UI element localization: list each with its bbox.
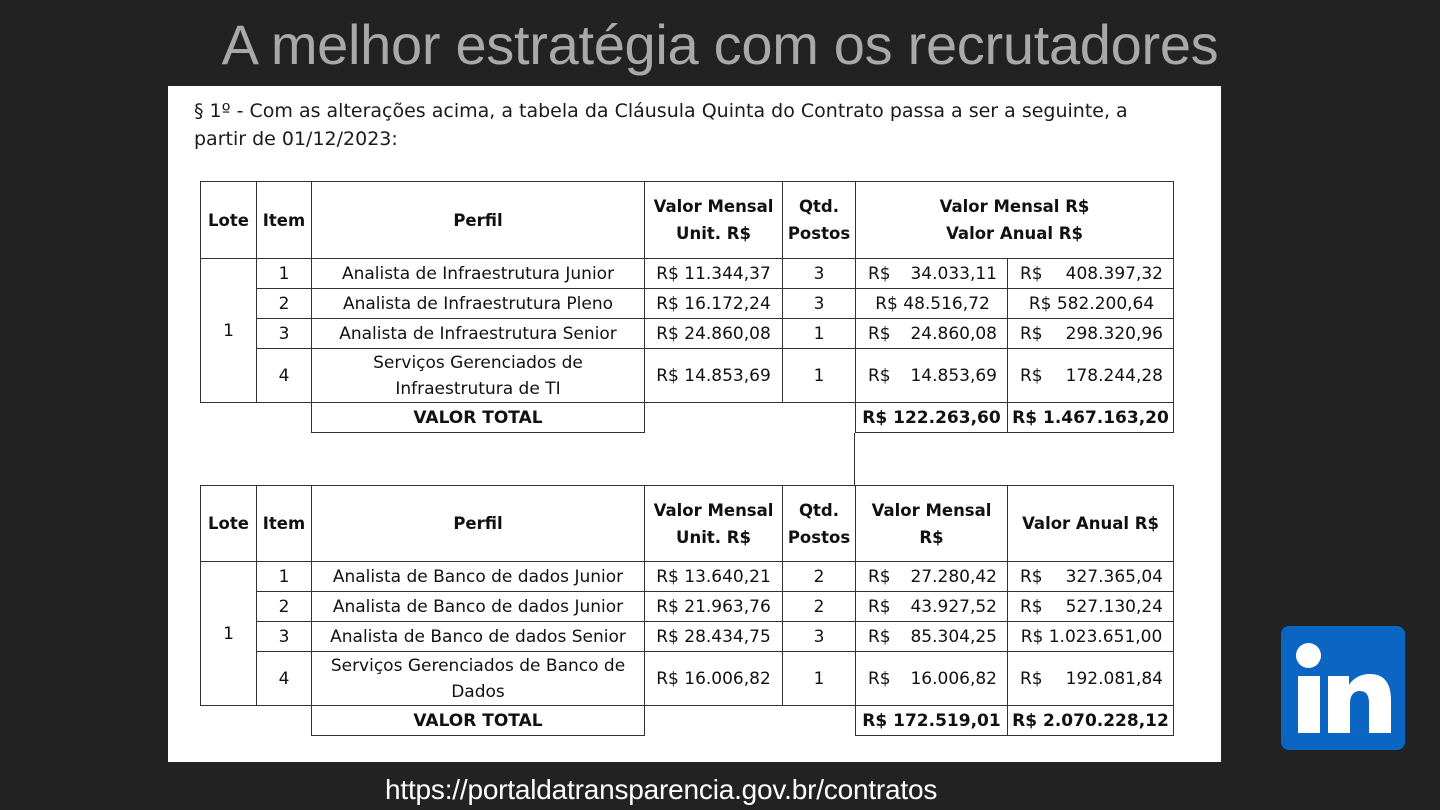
header-qtd-postos: Qtd. Postos [783,486,856,562]
perfil-cell: Serviços Gerenciados de Infraestrutura de TI [312,349,645,403]
qtd-cell: 3 [783,289,856,319]
qtd-cell: 1 [783,652,856,706]
qtd-cell: 3 [783,622,856,652]
header-lote: Lote [201,486,257,562]
monthly-value-cell: R$ 27.280,42 [856,562,1008,592]
table-row [201,349,1174,403]
unit-value-cell: R$ 16.172,24 [645,289,783,319]
qtd-cell: 1 [783,319,856,349]
header-item: Item [257,486,312,562]
annual-value-cell: R$ 178.244,28 [1008,349,1174,403]
qtd-cell: 2 [783,562,856,592]
contract-table-infra [200,181,1174,433]
contract-table-database [200,485,1174,736]
annual-value-cell: R$ 582.200,64 [1008,289,1174,319]
lote-cell: 1 [201,562,257,706]
unit-value-cell: R$ 21.963,76 [645,592,783,622]
header-item: Item [257,182,312,259]
header-lote: Lote [201,182,257,259]
monthly-value-cell: R$ 24.860,08 [856,319,1008,349]
header-qtd-postos: Qtd. Postos [783,182,856,259]
perfil-cell: Analista de Infraestrutura Junior [312,259,645,289]
header-valor-mensal: Valor Mensal R$ [856,486,1008,562]
perfil-cell: Analista de Infraestrutura Senior [312,319,645,349]
perfil-cell: Analista de Banco de dados Senior [312,622,645,652]
unit-value-cell: R$ 24.860,08 [645,319,783,349]
total-annual: R$ 1.467.163,20 [1008,403,1174,433]
header-perfil: Perfil [312,486,645,562]
table-header-row [201,182,1174,259]
annual-value-cell: R$ 408.397,32 [1008,259,1174,289]
monthly-value-cell: R$ 14.853,69 [856,349,1008,403]
total-annual: R$ 2.070.228,12 [1008,706,1174,736]
item-cell: 1 [257,562,312,592]
perfil-cell: Analista de Infraestrutura Pleno [312,289,645,319]
perfil-cell: Analista de Banco de dados Junior [312,592,645,622]
source-url: https://portaldatransparencia.gov.br/contratos [385,774,938,805]
total-monthly: R$ 172.519,01 [856,706,1008,736]
total-label: VALOR TOTAL [312,403,645,433]
unit-value-cell: R$ 16.006,82 [645,652,783,706]
header-perfil: Perfil [312,182,645,259]
monthly-value-cell: R$ 34.033,11 [856,259,1008,289]
linkedin-icon [1281,626,1405,750]
table-row [201,289,1174,319]
unit-value-cell: R$ 13.640,21 [645,562,783,592]
header-valor-mensal-unit: Valor Mensal Unit. R$ [645,486,783,562]
unit-value-cell: R$ 11.344,37 [645,259,783,289]
table-row [201,592,1174,622]
total-monthly: R$ 122.263,60 [856,403,1008,433]
item-cell: 2 [257,592,312,622]
table-header-row [201,486,1174,562]
header-valor-anual: Valor Anual R$ [1008,486,1174,562]
monthly-value-cell: R$ 48.516,72 [856,289,1008,319]
qtd-cell: 1 [783,349,856,403]
item-cell: 3 [257,319,312,349]
unit-value-cell: R$ 14.853,69 [645,349,783,403]
item-cell: 4 [257,349,312,403]
slide-title: A melhor estratégia com os recrutadores [221,13,1219,76]
document-intro: § 1º - Com as alterações acima, a tabela da Cláusula Quinta do Contrato passa a ser a seguinte, a partir de 01/12/2023: [194,100,1128,150]
header-valor-mensal-unit: Valor Mensal Unit. R$ [645,182,783,259]
item-cell: 4 [257,652,312,706]
item-cell: 2 [257,289,312,319]
unit-value-cell: R$ 28.434,75 [645,622,783,652]
qtd-cell: 2 [783,592,856,622]
table-row [201,259,1174,289]
monthly-value-cell: R$ 85.304,25 [856,622,1008,652]
total-row [201,403,1174,433]
annual-value-cell: R$ 192.081,84 [1008,652,1174,706]
table-row [201,652,1174,706]
item-cell: 1 [257,259,312,289]
item-cell: 3 [257,622,312,652]
annual-value-cell: R$ 298.320,96 [1008,319,1174,349]
table-row [201,319,1174,349]
document-image [168,86,1221,762]
table-divider [854,433,855,485]
annual-value-cell: R$ 327.365,04 [1008,562,1174,592]
header-valor-mensal-anual: Valor Mensal R$ Valor Anual R$ [856,182,1174,259]
perfil-cell: Analista de Banco de dados Junior [312,562,645,592]
total-label: VALOR TOTAL [312,706,645,736]
perfil-cell: Serviços Gerenciados de Banco de Dados [312,652,645,706]
monthly-value-cell: R$ 16.006,82 [856,652,1008,706]
annual-value-cell: R$ 527.130,24 [1008,592,1174,622]
qtd-cell: 3 [783,259,856,289]
lote-cell: 1 [201,259,257,403]
table-row [201,562,1174,592]
monthly-value-cell: R$ 43.927,52 [856,592,1008,622]
annual-value-cell: R$ 1.023.651,00 [1008,622,1174,652]
table-row [201,622,1174,652]
total-row [201,706,1174,736]
